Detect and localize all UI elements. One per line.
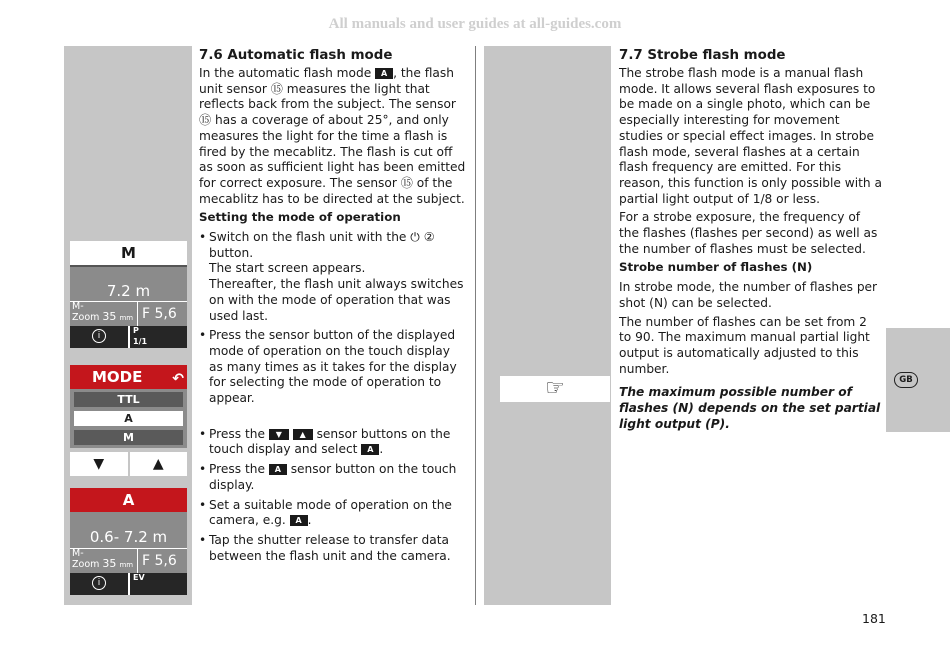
page-number: 181	[862, 611, 886, 626]
display-body	[70, 267, 187, 326]
mode-menu	[70, 389, 187, 448]
subsection-title: Setting the mode of operation	[199, 210, 401, 225]
subsection-title: Strobe number of flashes (N)	[619, 260, 813, 275]
list-item: • Set a suitable mode of operation on the camera, e.g. A .	[199, 498, 467, 529]
p-label: P	[133, 326, 139, 335]
right-column	[619, 47, 883, 435]
paragraph: The strobe flash mode is a manual flash mode. It allows several flash exposures to be made on a single photo, which can be especially interesting for movement studies or special effect images. In strobe flash mode, several flashes at a certain flash frequency are emitted. For this reason, this function is only possible with a partial light output of 1/8 or less.	[619, 66, 882, 206]
back-icon: ↶	[172, 371, 184, 387]
distance-readout: 0.6- 7.2 m	[89, 528, 168, 546]
fstop-readout: F 5,6	[137, 549, 187, 573]
display-body	[70, 512, 187, 573]
auto-mode-icon: A	[269, 464, 287, 475]
column-divider	[475, 46, 476, 605]
section-title: 7.6 Automatic flash mode	[199, 48, 393, 63]
auto-mode-icon: A	[361, 444, 379, 455]
zoom-row	[70, 301, 187, 326]
zoom-label: M- Zoom 35 mm	[72, 301, 134, 323]
status-row	[70, 326, 187, 348]
info-icon: i	[92, 576, 106, 590]
menu-item-a: A	[74, 411, 183, 426]
list-item: • Press the ▼ ▲ sensor buttons on the touch display and select A .	[199, 427, 467, 458]
paragraph: For a strobe exposure, the frequency of the flashes (flashes per second) as well as the number of flashes must be selected.	[619, 210, 878, 256]
list-item: • Press the sensor button of the displayed mode of operation on the touch display as many times as it takes for the display for selecting the mode of operation to appear.	[199, 328, 467, 407]
device-display-mode-select	[70, 365, 187, 476]
mode-header: M	[70, 241, 187, 267]
pointing-hand-icon: ☞	[500, 376, 610, 402]
arrow-down-button-icon: ▼	[269, 429, 289, 440]
zoom-label: M- Zoom 35 mm	[72, 548, 134, 570]
right-image-panel	[484, 46, 611, 605]
device-display-manual	[70, 241, 187, 348]
arrow-down-icon: ▼	[70, 452, 128, 476]
arrow-buttons	[70, 452, 187, 476]
mode-menu-header: MODE ↶	[70, 365, 187, 389]
paragraph: The number of flashes can be set from 2 to 90. The maximum manual partial light output is automatically adjusted to this number.	[619, 314, 870, 376]
device-display-auto	[70, 488, 187, 595]
fstop-readout: F 5,6	[137, 302, 187, 326]
list-item: • Press the A sensor button on the touch display.	[199, 462, 467, 493]
arrow-up-button-icon: ▲	[293, 429, 313, 440]
language-tab: GB	[894, 372, 918, 388]
left-column	[199, 47, 467, 568]
info-icon: i	[92, 329, 106, 343]
section-title: 7.7 Strobe flash mode	[619, 48, 786, 63]
status-row	[70, 573, 187, 595]
note-text: The maximum possible number of flashes (N) depends on the set partial light output (P).	[619, 385, 881, 431]
menu-item-m: M	[74, 430, 183, 445]
arrow-up-icon: ▲	[130, 452, 188, 476]
auto-mode-icon: A	[290, 515, 308, 526]
p-value: 1/1	[133, 337, 148, 346]
menu-item-ttl: TTL	[74, 392, 183, 407]
watermark: All manuals and user guides at all-guides.com	[328, 16, 622, 32]
mode-header: A	[70, 488, 187, 512]
paragraph: In the automatic flash mode A , the flash unit sensor ⑮ measures the light that reflects back from the subject. The sensor ⑮ has a coverage of about 25°, and only measures the light for the time a flash is fired by the mecablitz. The flash is cut off as soon as sufficient light has been emitted for correct exposure. The sensor ⑮ of the mecablitz has to be directed at the subject.	[199, 66, 466, 206]
ev-label: EV	[130, 573, 187, 595]
list-item: • Switch on the flash unit with the ⏻ ② button. The start screen appears. Thereafter, the flash unit always switches on with the mode of operation that was used last.	[199, 230, 467, 324]
zoom-row	[70, 548, 187, 573]
list-item: • Tap the shutter release to transfer data between the flash unit and the camera.	[199, 533, 467, 564]
distance-readout: 7.2 m	[106, 282, 151, 300]
auto-mode-icon: A	[375, 68, 393, 79]
paragraph: In strobe mode, the number of flashes per shot (N) can be selected.	[619, 280, 878, 310]
